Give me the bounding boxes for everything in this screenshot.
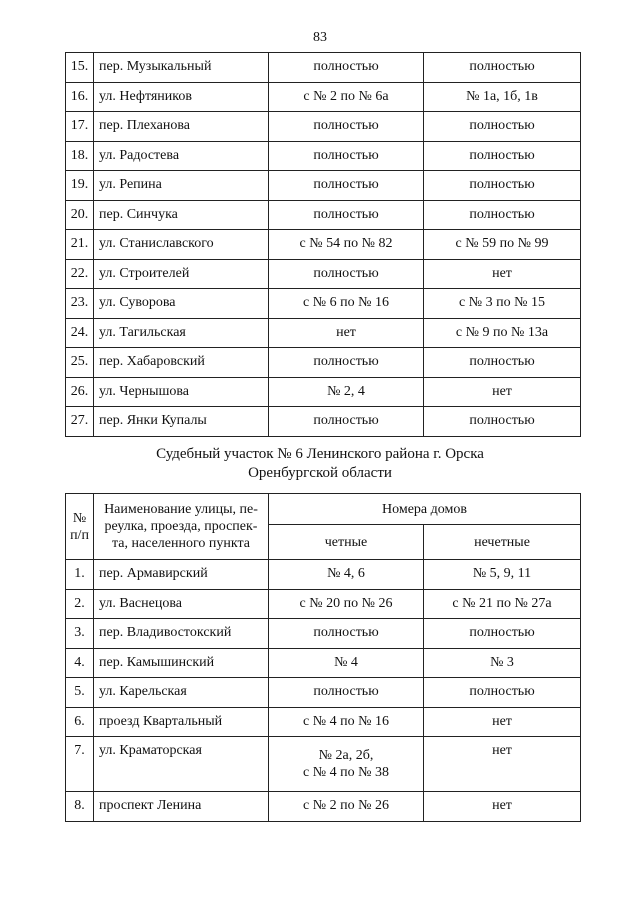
table-row bbox=[66, 200, 581, 230]
table-row bbox=[66, 377, 581, 407]
street-name: пер. Янки Купалы bbox=[94, 407, 269, 437]
street-name: ул. Суворова bbox=[94, 289, 269, 319]
odd-houses: с № 9 по № 13а bbox=[424, 318, 581, 348]
even-houses: с № 2 по № 26 bbox=[269, 792, 424, 822]
header-number: № п/п bbox=[66, 494, 94, 560]
even-houses: № 2, 4 bbox=[269, 377, 424, 407]
row-number: 22. bbox=[66, 259, 94, 289]
even-houses: полностью bbox=[269, 619, 424, 649]
street-name: ул. Нефтяников bbox=[94, 82, 269, 112]
table-row bbox=[66, 619, 581, 649]
odd-houses: полностью bbox=[424, 141, 581, 171]
header-house-numbers: Номера домов bbox=[269, 494, 581, 525]
table-row bbox=[66, 648, 581, 678]
street-name: ул. Чернышова bbox=[94, 377, 269, 407]
section-heading bbox=[0, 445, 640, 483]
row-number: 16. bbox=[66, 82, 94, 112]
table-row bbox=[66, 348, 581, 378]
table-row bbox=[66, 259, 581, 289]
table-row bbox=[66, 318, 581, 348]
street-name: пер. Владивостокский bbox=[94, 619, 269, 649]
odd-houses: полностью bbox=[424, 407, 581, 437]
row-number: 21. bbox=[66, 230, 94, 260]
street-name: проезд Квартальный bbox=[94, 707, 269, 737]
row-number: 4. bbox=[66, 648, 94, 678]
odd-houses: полностью bbox=[424, 171, 581, 201]
odd-houses: полностью bbox=[424, 112, 581, 142]
table-row bbox=[66, 141, 581, 171]
even-houses: полностью bbox=[269, 259, 424, 289]
street-name: пер. Синчука bbox=[94, 200, 269, 230]
street-name: пер. Плеханова bbox=[94, 112, 269, 142]
even-houses: полностью bbox=[269, 200, 424, 230]
table-row bbox=[66, 171, 581, 201]
table-row bbox=[66, 678, 581, 708]
even-houses: с № 6 по № 16 bbox=[269, 289, 424, 319]
even-houses: полностью bbox=[269, 112, 424, 142]
header-even: четные bbox=[269, 525, 424, 560]
row-number: 23. bbox=[66, 289, 94, 319]
odd-houses: нет bbox=[424, 737, 581, 792]
odd-houses: № 1а, 1б, 1в bbox=[424, 82, 581, 112]
table-row bbox=[66, 112, 581, 142]
even-houses: полностью bbox=[269, 348, 424, 378]
row-number: 20. bbox=[66, 200, 94, 230]
row-number: 8. bbox=[66, 792, 94, 822]
row-number: 7. bbox=[66, 737, 94, 792]
odd-houses: нет bbox=[424, 259, 581, 289]
section-heading-line2: Оренбургской области bbox=[248, 465, 392, 481]
street-name: пер. Музыкальный bbox=[94, 53, 269, 83]
even-houses: № 2а, 2б, с № 4 по № 38 bbox=[269, 737, 424, 792]
street-name: пер. Камышинский bbox=[94, 648, 269, 678]
odd-houses: полностью bbox=[424, 348, 581, 378]
table-row bbox=[66, 289, 581, 319]
row-number: 1. bbox=[66, 560, 94, 590]
odd-houses: полностью bbox=[424, 619, 581, 649]
table-row bbox=[66, 230, 581, 260]
row-number: 3. bbox=[66, 619, 94, 649]
table-row bbox=[66, 589, 581, 619]
row-number: 27. bbox=[66, 407, 94, 437]
street-name: ул. Репина bbox=[94, 171, 269, 201]
header-street-name: Наименование улицы, пе- реулка, проезда, проспек- та, населенного пункта bbox=[94, 494, 269, 560]
street-name: ул. Васнецова bbox=[94, 589, 269, 619]
street-name: пер. Хабаровский bbox=[94, 348, 269, 378]
street-name: ул. Радостева bbox=[94, 141, 269, 171]
odd-houses: нет bbox=[424, 792, 581, 822]
table-row bbox=[66, 53, 581, 83]
even-houses: нет bbox=[269, 318, 424, 348]
even-houses: с № 20 по № 26 bbox=[269, 589, 424, 619]
table-row bbox=[66, 792, 581, 822]
street-name: ул. Строителей bbox=[94, 259, 269, 289]
odd-houses: полностью bbox=[424, 200, 581, 230]
row-number: 2. bbox=[66, 589, 94, 619]
even-houses: полностью bbox=[269, 53, 424, 83]
odd-houses: с № 3 по № 15 bbox=[424, 289, 581, 319]
street-name: пер. Армавирский bbox=[94, 560, 269, 590]
section-heading-line1: Судебный участок № 6 Ленинского района г. Орска bbox=[156, 446, 484, 462]
row-number: 5. bbox=[66, 678, 94, 708]
odd-houses: с № 21 по № 27а bbox=[424, 589, 581, 619]
street-name: ул. Станиславского bbox=[94, 230, 269, 260]
table-row bbox=[66, 560, 581, 590]
even-houses: с № 4 по № 16 bbox=[269, 707, 424, 737]
odd-houses: с № 59 по № 99 bbox=[424, 230, 581, 260]
odd-houses: нет bbox=[424, 707, 581, 737]
row-number: 18. bbox=[66, 141, 94, 171]
row-number: 26. bbox=[66, 377, 94, 407]
row-number: 15. bbox=[66, 53, 94, 83]
even-houses: № 4 bbox=[269, 648, 424, 678]
street-name: ул. Краматорская bbox=[94, 737, 269, 792]
odd-houses: полностью bbox=[424, 53, 581, 83]
odd-houses: нет bbox=[424, 377, 581, 407]
row-number: 25. bbox=[66, 348, 94, 378]
even-houses: с № 2 по № 6а bbox=[269, 82, 424, 112]
even-houses: полностью bbox=[269, 171, 424, 201]
odd-houses: № 5, 9, 11 bbox=[424, 560, 581, 590]
row-number: 17. bbox=[66, 112, 94, 142]
street-name: ул. Карельская bbox=[94, 678, 269, 708]
table-row bbox=[66, 737, 581, 792]
even-houses: полностью bbox=[269, 141, 424, 171]
even-houses: полностью bbox=[269, 407, 424, 437]
table-row bbox=[66, 707, 581, 737]
even-houses: с № 54 по № 82 bbox=[269, 230, 424, 260]
row-number: 19. bbox=[66, 171, 94, 201]
even-houses: № 4, 6 bbox=[269, 560, 424, 590]
header-odd: нечетные bbox=[424, 525, 581, 560]
row-number: 24. bbox=[66, 318, 94, 348]
streets-table-continued bbox=[65, 52, 581, 437]
streets-table-section6 bbox=[65, 493, 581, 822]
page-number: 83 bbox=[313, 30, 327, 45]
row-number: 6. bbox=[66, 707, 94, 737]
odd-houses: полностью bbox=[424, 678, 581, 708]
table-row bbox=[66, 82, 581, 112]
even-houses: полностью bbox=[269, 678, 424, 708]
street-name: проспект Ленина bbox=[94, 792, 269, 822]
odd-houses: № 3 bbox=[424, 648, 581, 678]
table-row bbox=[66, 407, 581, 437]
street-name: ул. Тагильская bbox=[94, 318, 269, 348]
